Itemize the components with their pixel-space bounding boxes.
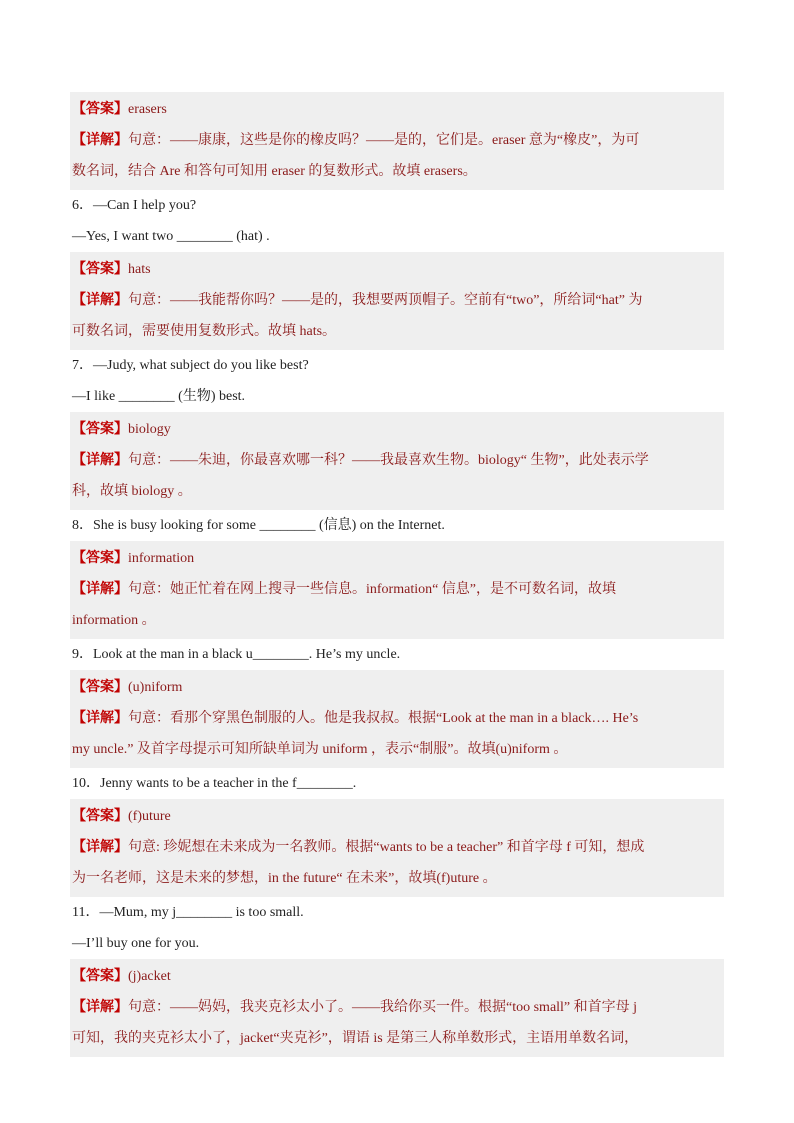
answer-block	[70, 959, 724, 1057]
detail-line	[72, 605, 722, 636]
detail-line	[72, 832, 722, 863]
detail-tag: 【详解】	[72, 292, 128, 308]
question-line: 11．—Mum, my j________ is too small.	[72, 905, 304, 920]
document-page	[70, 92, 724, 1057]
answer-tag: 【答案】	[72, 101, 128, 117]
answer-block	[70, 252, 724, 350]
detail-text: 科，故填 biology 。	[72, 484, 192, 499]
detail-line	[72, 316, 722, 347]
detail-text: 数名词，结合 Are 和答句可知用 eraser 的复数形式。故填 erasers。	[72, 164, 477, 179]
question-line: —Yes, I want two ________ (hat) .	[72, 229, 270, 244]
detail-text: my uncle.” 及首字母提示可知所缺单词为 uniform ，表示“制服”。故填(u)niform 。	[72, 742, 568, 757]
detail-tag: 【详解】	[72, 710, 128, 726]
answer-tag: 【答案】	[72, 421, 128, 437]
question-line: 9．Look at the man in a black u________. He’s my uncle.	[72, 647, 401, 662]
question-line: 7．—Judy, what subject do you like best?	[72, 358, 309, 373]
detail-text: 句意: 珍妮想在未来成为一名教师。根据“wants to be a teacher” 和首字母 f 可知，想成	[128, 840, 645, 855]
answer-tag: 【答案】	[72, 808, 128, 824]
detail-text: information 。	[72, 613, 156, 628]
answer-text: information	[128, 551, 195, 566]
question-line: —I’ll buy one for you.	[72, 936, 200, 951]
detail-text: 句意：——妈妈，我夹克衫太小了。——我给你买一件。根据“too small” 和首字母 j	[128, 1000, 638, 1015]
detail-line	[72, 445, 722, 476]
question-line: —I like ________ (生物) best.	[72, 389, 246, 404]
detail-line	[72, 156, 722, 187]
detail-text: 可数名词，需要使用复数形式。故填 hats。	[72, 324, 337, 339]
answer-text: (f)uture	[128, 809, 171, 824]
answer-block	[70, 799, 724, 897]
detail-text: 句意：看那个穿黑色制服的人。他是我叔叔。根据“Look at the man in a black…. He’s	[128, 711, 639, 726]
answer-line	[72, 961, 722, 992]
detail-line	[72, 734, 722, 765]
detail-line	[72, 703, 722, 734]
detail-tag: 【详解】	[72, 839, 128, 855]
detail-text: 句意：——康康，这些是你的橡皮吗？——是的，它们是。eraser 意为“橡皮”，为可	[128, 133, 640, 148]
detail-text: 可知，我的夹克衫太小了，jacket“夹克衫”，谓语 is 是第三人称单数形式，主语用单数名词，	[72, 1031, 639, 1046]
answer-tag: 【答案】	[72, 261, 128, 277]
detail-text: 句意：她正忙着在网上搜寻一些信息。information“ 信息”，是不可数名词，故填	[128, 582, 617, 597]
answer-block	[70, 92, 724, 190]
detail-tag: 【详解】	[72, 452, 128, 468]
detail-line	[72, 992, 722, 1023]
answer-tag: 【答案】	[72, 550, 128, 566]
detail-text: 为一名老师，这是未来的梦想，in the future“ 在未来”，故填(f)uture 。	[72, 871, 497, 886]
detail-line	[72, 574, 722, 605]
question-line: 8．She is busy looking for some ________ (信息) on the Internet.	[72, 518, 445, 533]
answer-line	[72, 543, 722, 574]
detail-line	[72, 1023, 722, 1054]
answer-text: erasers	[128, 102, 167, 117]
question-line: 10．Jenny wants to be a teacher in the f________.	[72, 776, 357, 791]
answer-tag: 【答案】	[72, 679, 128, 695]
answer-text: hats	[128, 262, 151, 277]
answer-text: (u)niform	[128, 680, 183, 695]
detail-tag: 【详解】	[72, 132, 128, 148]
detail-line	[72, 863, 722, 894]
detail-line	[72, 476, 722, 507]
answer-block	[70, 541, 724, 639]
answer-text: (j)acket	[128, 969, 171, 984]
question-line: 6．—Can I help you?	[72, 198, 197, 213]
detail-tag: 【详解】	[72, 581, 128, 597]
answer-line	[72, 801, 722, 832]
answer-block	[70, 670, 724, 768]
answer-line	[72, 94, 722, 125]
detail-text: 句意：——我能帮你吗？——是的，我想要两顶帽子。空前有“two”，所给词“hat” 为	[128, 293, 643, 308]
answer-line	[72, 254, 722, 285]
answer-text: biology	[128, 422, 171, 437]
detail-line	[72, 285, 722, 316]
answer-tag: 【答案】	[72, 968, 128, 984]
detail-line	[72, 125, 722, 156]
answer-line	[72, 414, 722, 445]
detail-tag: 【详解】	[72, 999, 128, 1015]
answer-line	[72, 672, 722, 703]
answer-block	[70, 412, 724, 510]
detail-text: 句意：——朱迪，你最喜欢哪一科？——我最喜欢生物。biology“ 生物”，此处表示学	[128, 453, 649, 468]
